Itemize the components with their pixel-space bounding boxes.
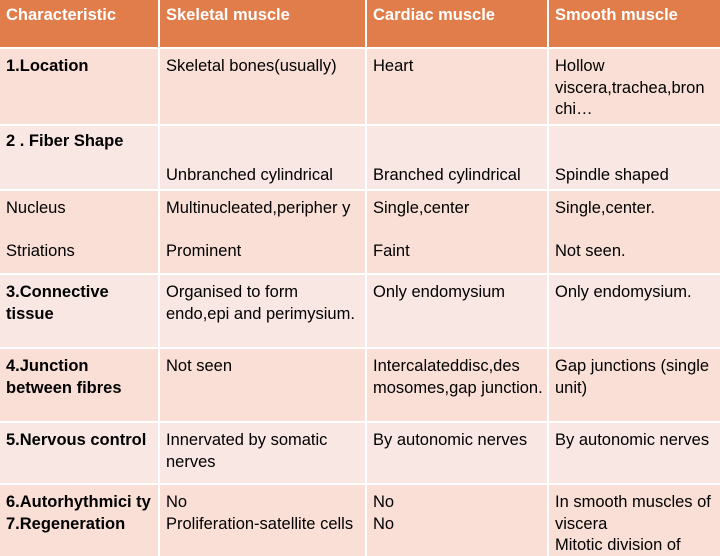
row-nucleus-striations-smooth xyxy=(549,191,720,273)
nucleus-skeletal: Multinucleated,peripher y xyxy=(166,199,351,217)
row-fiber-shape-cardiac: Branched cylindrical xyxy=(367,126,547,189)
striations-cardiac: Faint xyxy=(373,241,410,260)
autorhythmicity-label: 6.Autorhythmici ty xyxy=(6,493,151,511)
row-nucleus-striations-label xyxy=(0,191,158,273)
row-fiber-shape-smooth: Spindle shaped xyxy=(549,126,720,189)
header-skeletal: Skeletal muscle xyxy=(160,0,365,47)
striations-smooth: Not seen. xyxy=(555,241,626,260)
autorhythmicity-skeletal: No xyxy=(166,493,188,511)
striations-label: Striations xyxy=(6,241,75,260)
row-junction-smooth: Gap junctions (single unit) xyxy=(549,349,720,421)
row-location-label: 1.Location xyxy=(0,49,158,124)
header-smooth: Smooth muscle xyxy=(549,0,720,47)
row-fiber-shape-skeletal: Unbranched cylindrical xyxy=(160,126,365,189)
striations-skeletal: Prominent xyxy=(166,241,242,260)
autorhythmicity-cardiac: No xyxy=(373,493,395,511)
row-nervous-skeletal: Innervated by somatic nerves xyxy=(160,423,365,483)
row-nucleus-striations-cardiac xyxy=(367,191,547,273)
row-autorhythmicity-regeneration-label xyxy=(0,485,158,556)
row-location-cardiac: Heart xyxy=(367,49,547,124)
nucleus-label: Nucleus xyxy=(6,199,66,217)
row-fiber-shape-label xyxy=(0,126,158,189)
regeneration-label: 7.Regeneration xyxy=(6,514,126,533)
row-junction-label: 4.Junction between fibres xyxy=(0,349,158,421)
row-autorhythmicity-regeneration-smooth xyxy=(549,485,720,556)
header-cardiac: Cardiac muscle xyxy=(367,0,547,47)
regeneration-smooth: Mitotic division of xyxy=(555,536,681,554)
row-location-skeletal: Skeletal bones(usually) xyxy=(160,49,365,124)
row-connective-label: 3.Connective tissue xyxy=(0,275,158,347)
row-nervous-label: 5.Nervous control xyxy=(0,423,158,483)
regeneration-cardiac: No xyxy=(373,514,395,533)
row-autorhythmicity-regeneration-cardiac xyxy=(367,485,547,556)
row-nervous-smooth: By autonomic nerves xyxy=(549,423,720,483)
row-location-smooth: Hollow viscera,trachea,bron chi… xyxy=(549,49,720,124)
row-nucleus-striations-skeletal xyxy=(160,191,365,273)
header-characteristic: Characteristic xyxy=(0,0,158,47)
row-connective-smooth: Only endomysium. xyxy=(549,275,720,347)
row-junction-skeletal: Not seen xyxy=(160,349,365,421)
nucleus-cardiac: Single,center xyxy=(373,199,470,217)
regeneration-skeletal: Proliferation-satellite cells xyxy=(166,514,354,533)
row-autorhythmicity-regeneration-skeletal xyxy=(160,485,365,556)
row-connective-cardiac: Only endomysium xyxy=(367,275,547,347)
nucleus-smooth: Single,center. xyxy=(555,199,655,217)
autorhythmicity-smooth: In smooth muscles of viscera xyxy=(555,493,711,533)
row-junction-cardiac: Intercalateddisc,des mosomes,gap junction. xyxy=(367,349,547,421)
fiber-shape-label-text: 2 . Fiber Shape xyxy=(6,132,124,150)
row-nervous-cardiac: By autonomic nerves xyxy=(367,423,547,483)
row-connective-skeletal: Organised to form endo,epi and perimysium. xyxy=(160,275,365,347)
